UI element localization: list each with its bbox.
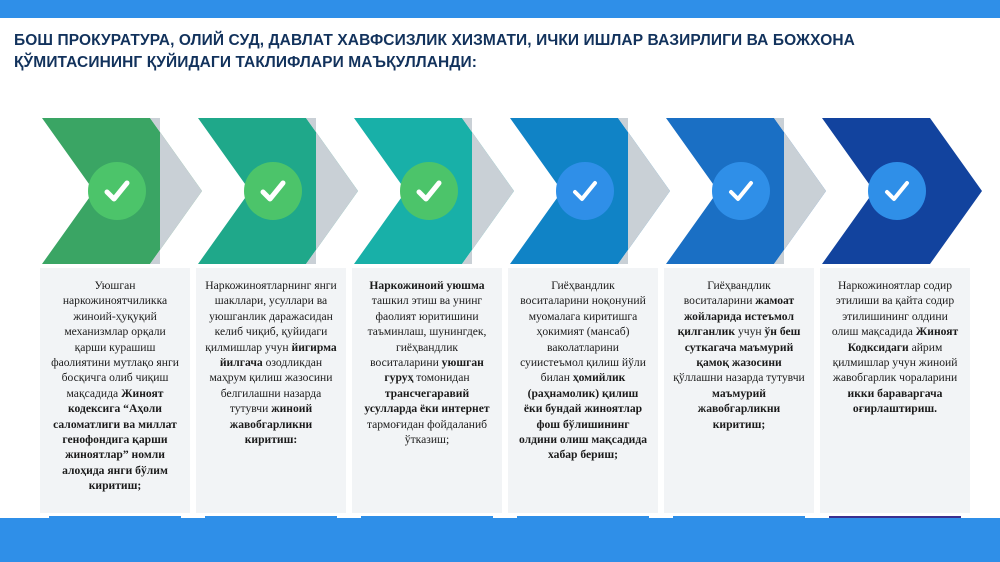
step-card-text-4: Гиёҳвандлик воситаларини ноқонуний муомалага киритишга ҳокимият (мансаб) ваколатларини суиистеъмол қилиш йўли билан ҳомийлик (раҳнамолик) қилиш ёки бундай жиноятлар фош бўлишининг олдини олиш мақсадида хабар бериш; [518, 279, 648, 462]
arrow-step-5 [666, 118, 842, 264]
check-icon [881, 175, 913, 207]
check-badge-3 [400, 162, 458, 220]
step-card-text-5: Гиёҳвандлик воситаларини жамоат жойларида истеъмол қилганлик учун ўн беш суткагача маъмурий қамоқ жазосини қўллашни назарда тутувчи маъмурий жавобгарликни киритиш; [673, 279, 805, 431]
step-card-3 [352, 268, 502, 513]
step-card-1 [40, 268, 190, 513]
arrow-step-4 [510, 118, 686, 264]
step-card-4 [508, 268, 658, 513]
page-title: БОШ ПРОКУРАТУРА, ОЛИЙ СУД, ДАВЛАТ ХАВФСИЗЛИК ХИЗМАТИ, ИЧКИ ИШЛАР ВАЗИРЛИГИ ВА БОЖХОНА ҚЎМИТАСИНИНГ ҚУЙИДАГИ ТАКЛИФЛАРИ МАЪҚУЛЛАНДИ: [14, 32, 855, 71]
check-icon [257, 175, 289, 207]
arrow-step-6 [822, 118, 998, 264]
check-icon [101, 175, 133, 207]
check-icon [725, 175, 757, 207]
step-card-5 [664, 268, 814, 513]
step-card-text-3: Наркожиноий уюшма ташкил этиш ва унинг фаолият юритишини таъминлаш, шунингдек, гиёҳвандлик воситаларини уюшган гуруҳ томонидан трансчегаравий усулларда ёки интернет тармоғидан фойдаланиб ўтказиш; [364, 279, 490, 447]
step-card-2 [196, 268, 346, 513]
step-card-text-1: Уюшган наркожиноятчиликка жиноий-ҳуқуқий механизмлар орқали қарши курашиш фаолиятини мутлақо янги босқичга олиб чиқиш мақсадида Жиноят кодексига “Аҳоли саломатлиги ва миллат генофондига қарши жиноятлар” номли алоҳида янги бўлим киритиш; [51, 279, 179, 493]
arrow-step-2 [198, 118, 374, 264]
check-icon [413, 175, 445, 207]
step-card-text-2: Наркожиноятларнинг янги шакллари, усуллари ва уюшганлик даражасидан келиб чиқиб, қуйидаги қилмишлар учун йигирма йилгача озодликдан маҳрум қилиш жазосини белгилашни назарда тутувчи жиноий жавобгарликни киритиш: [205, 279, 337, 447]
check-badge-6 [868, 162, 926, 220]
step-card-text-6: Наркожиноятлар содир этилиши ва қайта содир этилишининг олдини олиш мақсадида Жиноят Кодксидаги айрим қилмишлар учун жиноий жавобгарлик чораларини икки бараваргача оғирлаштириш. [831, 279, 959, 416]
bottom-band [0, 518, 1000, 562]
arrow-step-1 [42, 118, 218, 264]
arrow-step-3 [354, 118, 530, 264]
arrow-row [0, 118, 1000, 264]
check-badge-1 [88, 162, 146, 220]
card-row [0, 268, 1000, 518]
check-icon [569, 175, 601, 207]
check-badge-5 [712, 162, 770, 220]
check-badge-2 [244, 162, 302, 220]
check-badge-4 [556, 162, 614, 220]
step-card-6 [820, 268, 970, 513]
